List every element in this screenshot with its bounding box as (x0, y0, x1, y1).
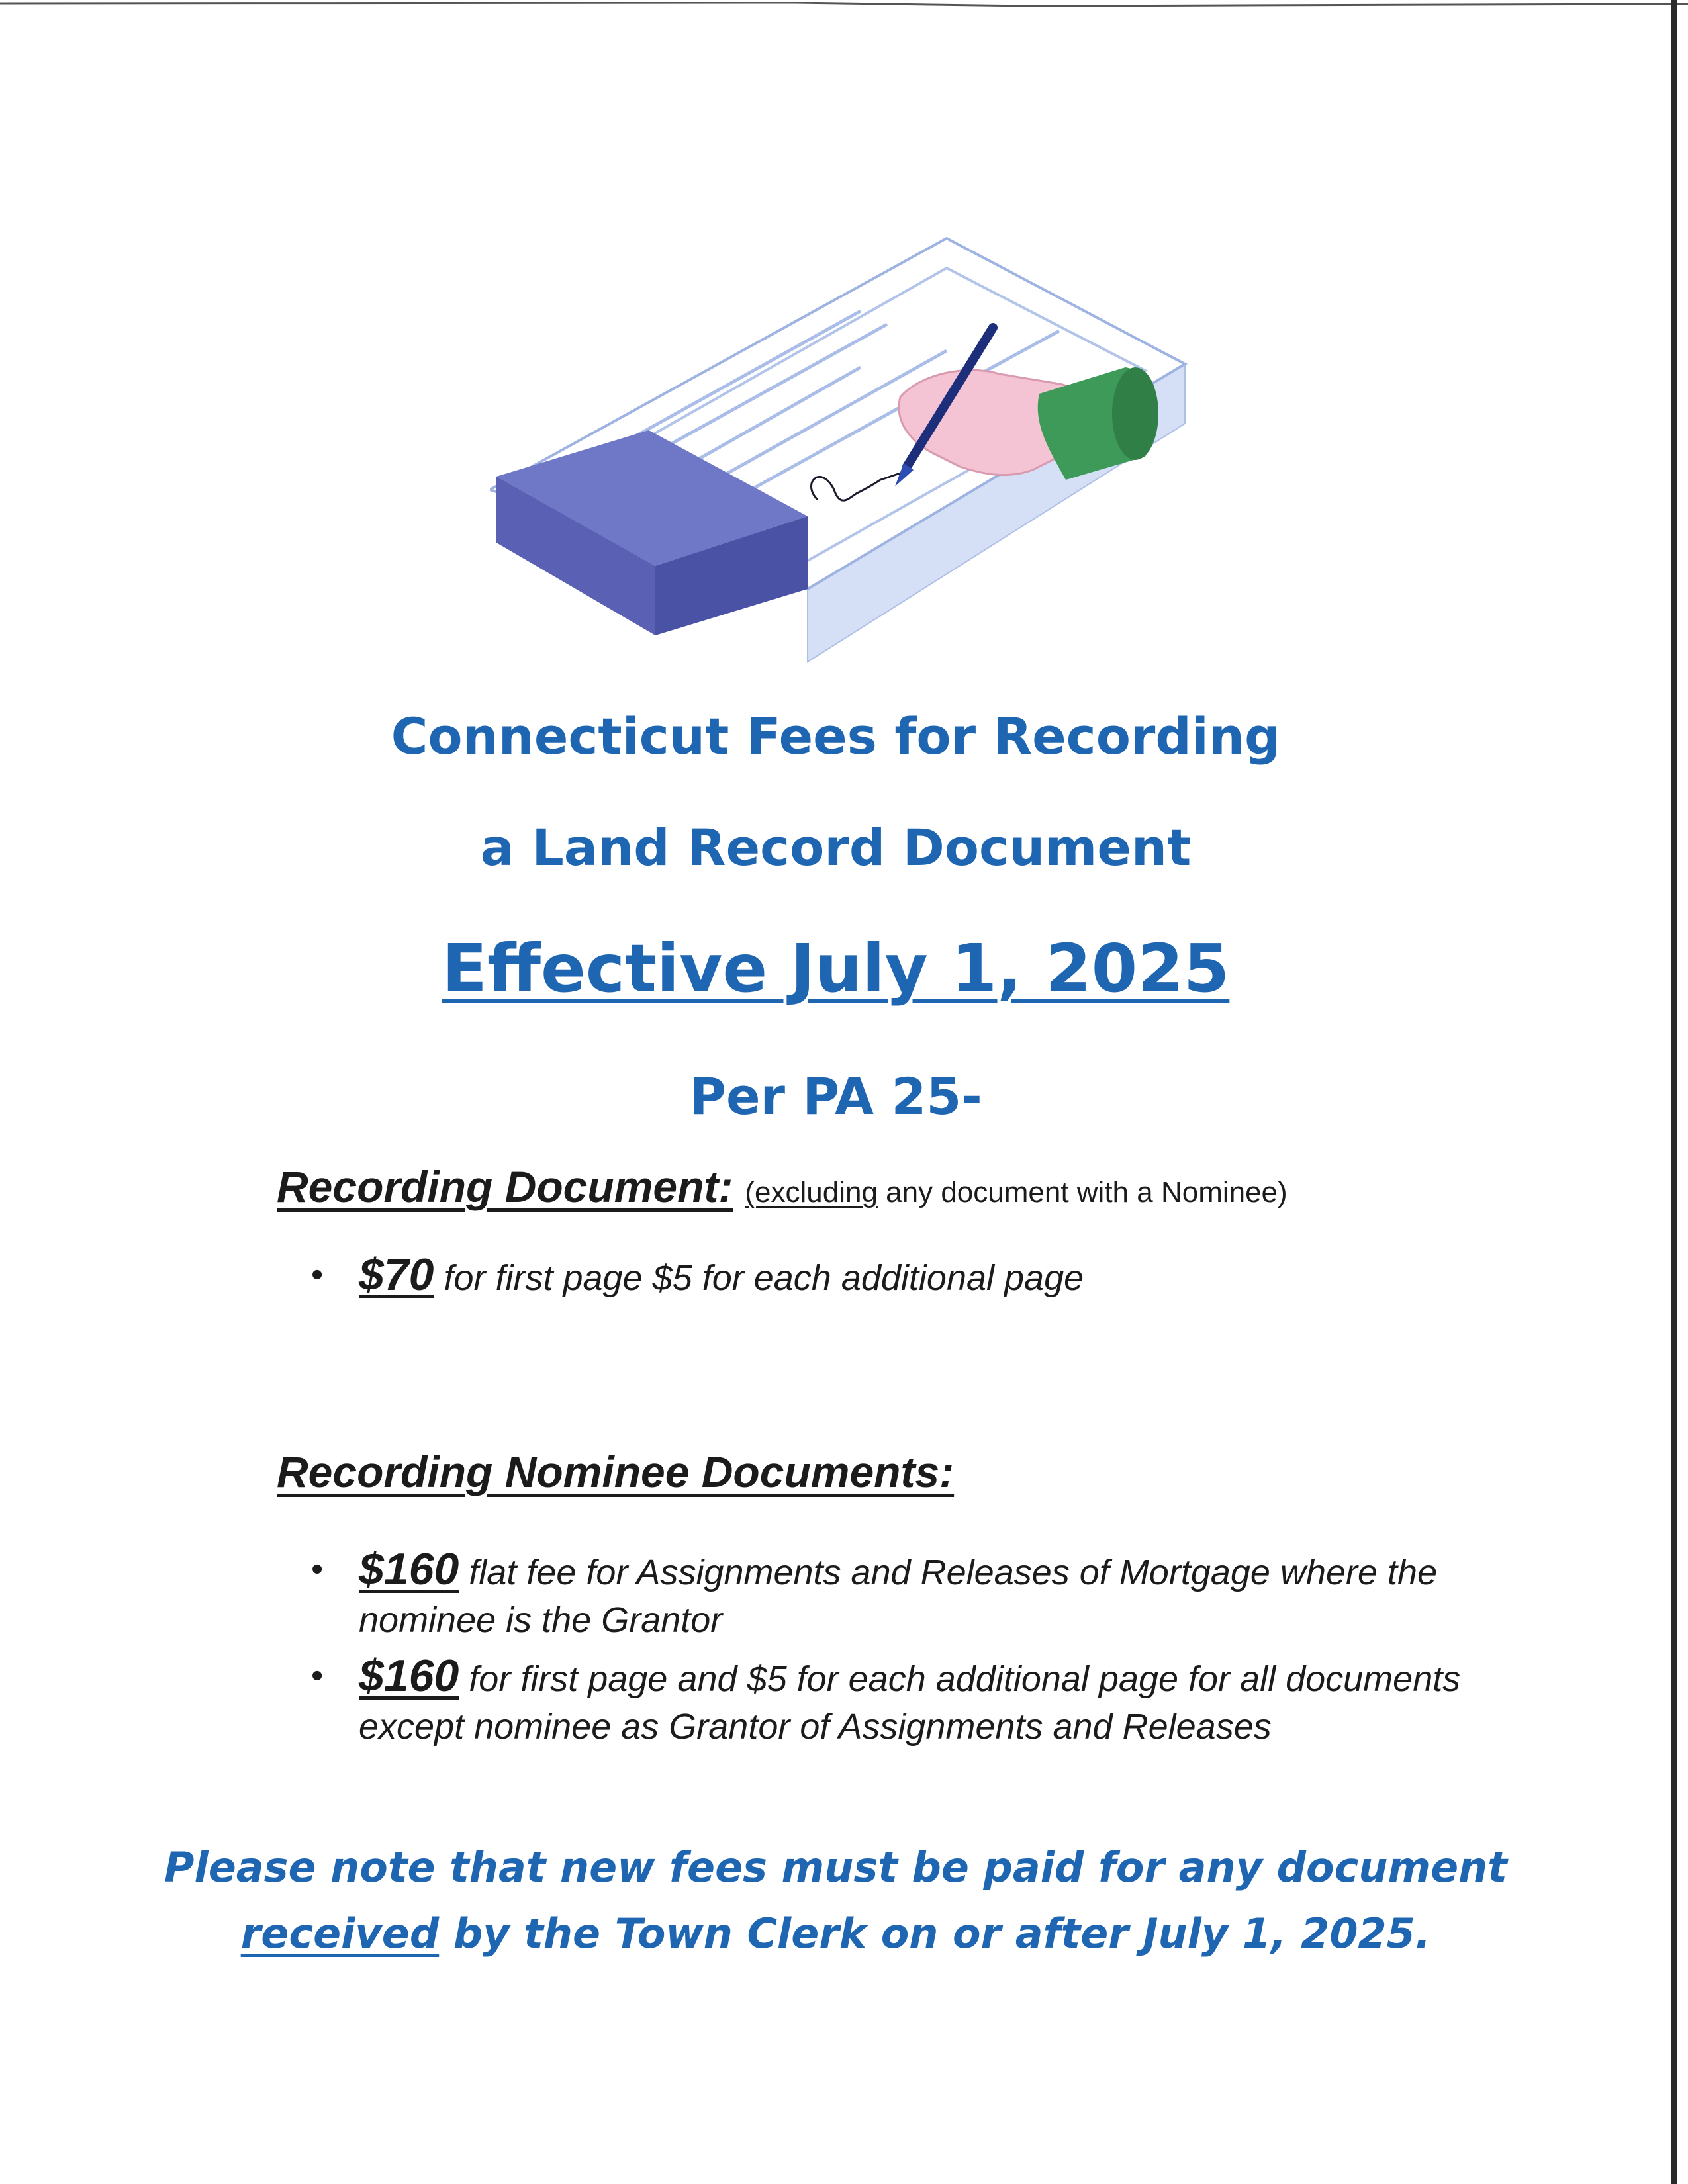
nominee-documents-fee-list (311, 1545, 1503, 1751)
notice-line-2-rest: by the Town Clerk on or after July 1, 2025. (453, 1909, 1431, 1958)
nominee-documents-heading (277, 1447, 954, 1497)
bullet-icon: • (311, 1657, 324, 1695)
note-rest: any document with a Nominee) (886, 1176, 1288, 1208)
fee-amount: $160 (359, 1651, 459, 1701)
title-line-1: Connecticut Fees for Recording (391, 707, 1281, 766)
fee-amount: $160 (359, 1544, 459, 1594)
list-item (311, 1251, 1503, 1302)
recording-document-title: Recording Document: (277, 1162, 733, 1211)
fee-description: flat fee for Assignments and Releases of Mortgage where the nominee is the Grantor (359, 1553, 1438, 1640)
document-signing-icon (490, 232, 1192, 675)
title-line-2: a Land Record Document (480, 818, 1192, 877)
recording-document-heading (277, 1161, 1288, 1212)
note-underlined: (excluding (745, 1176, 878, 1208)
fee-amount: $70 (359, 1250, 434, 1300)
notice-line-1: Please note that new fees must be paid for any document (164, 1843, 1507, 1891)
scan-edge-top (0, 0, 1688, 7)
fee-description: for first page $5 for each additional page (444, 1258, 1084, 1298)
scan-edge-right (1671, 0, 1677, 2184)
notice-underlined: received (240, 1909, 440, 1958)
effective-date: Effective July 1, 2025 (442, 930, 1230, 1007)
public-act-reference: Per PA 25- (689, 1067, 982, 1126)
nominee-documents-title: Recording Nominee Documents: (277, 1447, 955, 1496)
payment-notice (0, 1835, 1671, 1967)
notice-line-2 (0, 1901, 1671, 1967)
recording-document-fee-list (311, 1251, 1503, 1302)
bullet-icon: • (311, 1550, 324, 1588)
bullet-icon: • (311, 1255, 324, 1294)
recording-document-note (745, 1176, 1287, 1208)
list-item (311, 1545, 1503, 1644)
list-item (311, 1652, 1503, 1751)
fee-description: for first page and $5 for each additional page for all documents except nominee as Grantor of Assignments and Releases (359, 1659, 1461, 1747)
